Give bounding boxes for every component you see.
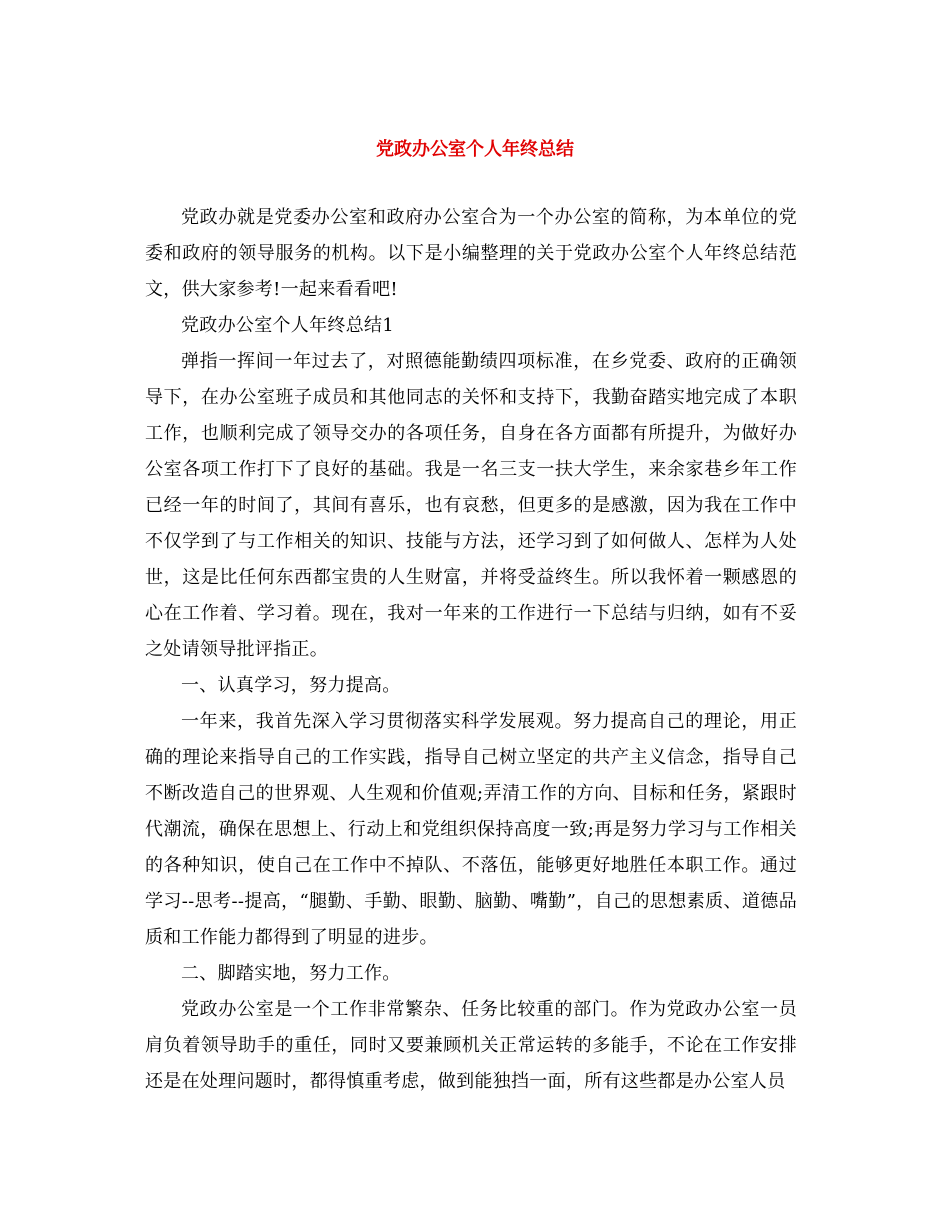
paragraph-study: 一年来，我首先深入学习贯彻落实科学发展观。努力提高自己的理论，用正确的理论来指导自己的工作实践，指导自己树立坚定的共产主义信念，指导自己不断改造自己的世界观、人生观和价值观;弄清工作的方向、目标和任务，紧跟时代潮流，确保在思想上、行动上和党组织保持高度一致;再是努力学习与工作相关的各种知识，使自己在工作中不掉队、不落伍，能够更好地胜任本职工作。通过学习--思考--提高，“腿勤、手勤、眼勤、脑勤、嘴勤”，自己的思想素质、道德品质和工作能力都得到了明显的进步。 bbox=[145, 711, 797, 948]
paragraph-work: 党政办公室是一个工作非常繁杂、任务比较重的部门。作为党政办公室一员肩负着领导助手的重任，同时又要兼顾机关正常运转的多能手，不论在工作安排还是在处理问题时，都得慎重考虑，做到能独挡一面，所有这些都是办公室人员 bbox=[145, 999, 797, 1092]
paragraph-intro: 党政办就是党委办公室和政府办公室合为一个办公室的简称，为本单位的党委和政府的领导服务的机构。以下是小编整理的关于党政办公室个人年终总结范文，供大家参考!一起来看看吧! bbox=[145, 207, 797, 300]
paragraph-heading-work: 二、脚踏实地，努力工作。 bbox=[181, 963, 401, 984]
paragraph-section-heading-1: 党政办公室个人年终总结1 bbox=[181, 315, 395, 336]
paragraph-heading-study: 一、认真学习，努力提高。 bbox=[181, 675, 401, 696]
paragraph-overview: 弹指一挥间一年过去了，对照德能勤绩四项标准，在乡党委、政府的正确领导下，在办公室班子成员和其他同志的关怀和支持下，我勤奋踏实地完成了本职工作，也顺利完成了领导交办的各项任务，自身在各方面都有所提升，为做好办公室各项工作打下了良好的基础。我是一名三支一扶大学生，来余家巷乡年工作已经一年的时间了，其间有喜乐，也有哀愁，但更多的是感激，因为我在工作中不仅学到了与工作相关的知识、技能与方法，还学习到了如何做人、怎样为人处世，这是比任何东西都宝贵的人生财富，并将受益终生。所以我怀着一颗感恩的心在工作着、学习着。现在，我对一年来的工作进行一下总结与归纳，如有不妥之处请领导批评指正。 bbox=[145, 351, 797, 660]
document-body bbox=[145, 200, 797, 1100]
document-title: 党政办公室个人年终总结 bbox=[376, 139, 574, 160]
